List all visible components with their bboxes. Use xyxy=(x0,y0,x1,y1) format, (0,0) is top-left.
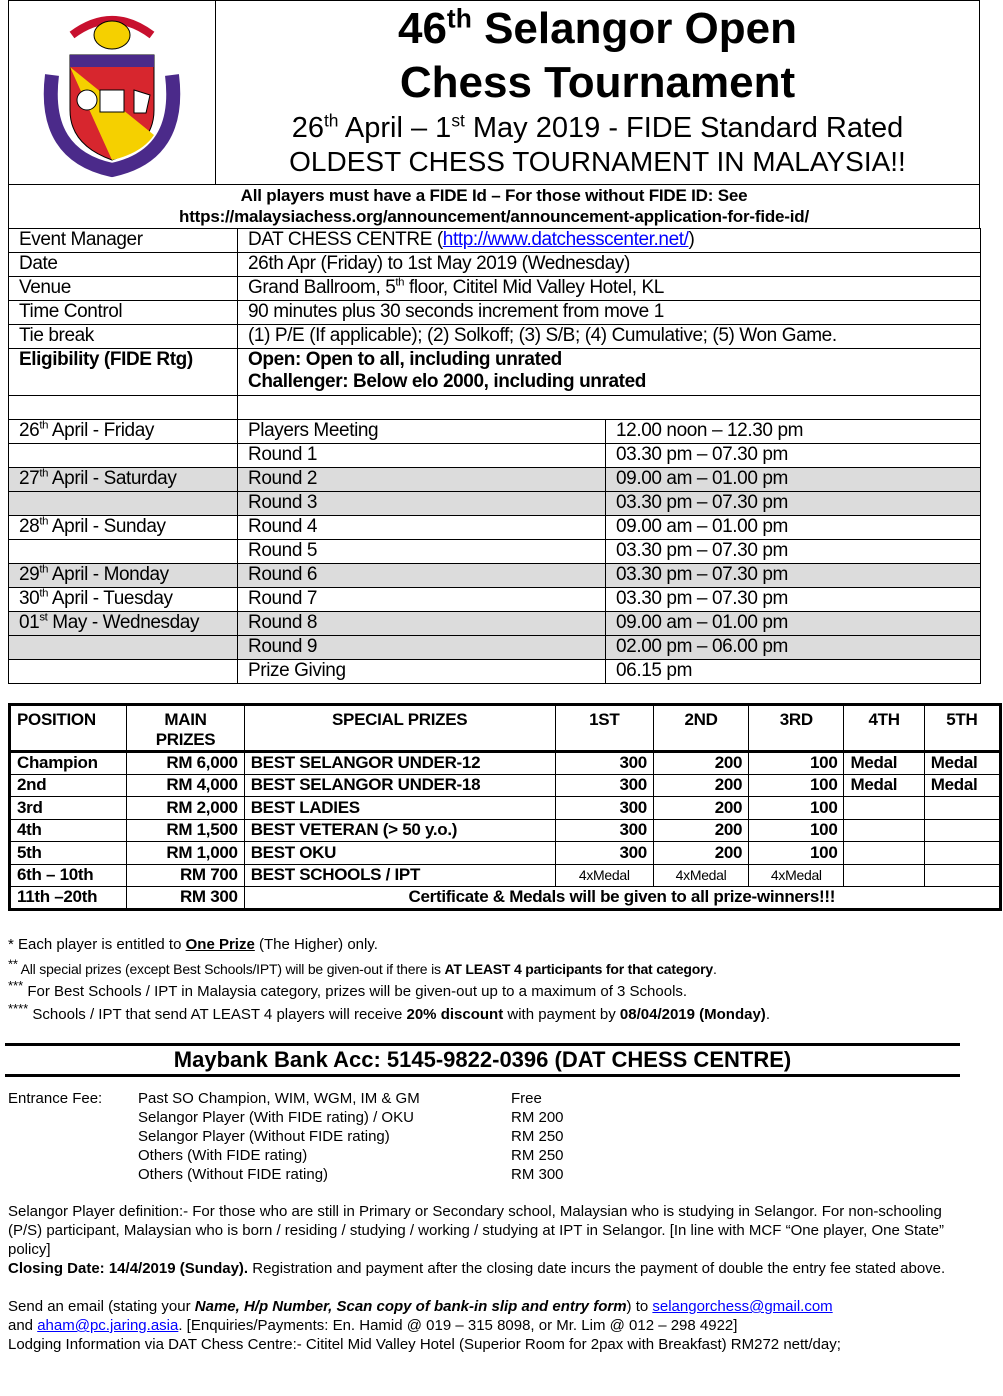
schedule-row xyxy=(9,636,981,660)
prize-cell: RM 1,000 xyxy=(127,842,244,865)
schedule-time: 09.00 am – 01.00 pm xyxy=(606,612,981,636)
prize-cell: RM 2,000 xyxy=(127,797,244,820)
value: DAT CHESS CENTRE (http://www.datchesscenter.net/) xyxy=(238,229,981,253)
footnote-1: * Each player is entitled to One Prize (The Higher) only. xyxy=(8,936,378,953)
column-header: 5TH xyxy=(924,705,1000,752)
footnote-3: *** For Best Schools / IPT in Malaysia category, prizes will be given-out up to a maximum of 3 Schools. xyxy=(8,978,688,1000)
prize-cell: 300 xyxy=(555,752,653,775)
schedule-event: Round 3 xyxy=(238,492,606,516)
bank-account: Maybank Bank Acc: 5145-9822-0396 (DAT CHESS CENTRE) xyxy=(5,1043,960,1077)
prize-cell: 200 xyxy=(653,774,748,797)
schedule-time: 03.30 pm – 07.30 pm xyxy=(606,588,981,612)
schedule-row xyxy=(9,492,981,516)
contact-info: Send an email (stating your Name, H/p Number, Scan copy of bank-in slip and entry form) to selangorchess@gmail.com and aham@pc.jaring.asia. [Enquiries/Payments: En. Hamid @ 019 – 315 8098, or Mr. Lim @ 012 – 298 4922] Lodging Information via DAT Chess Centre:- Cititel Mid Valley Hotel (Superior Room for 2pax with Breakfast) RM272 nett/day; xyxy=(8,1297,960,1354)
fee-row xyxy=(8,1165,564,1184)
schedule-day: 01st May - Wednesday xyxy=(9,612,238,636)
schedule-time: 03.30 pm – 07.30 pm xyxy=(606,492,981,516)
tagline: OLDEST CHESS TOURNAMENT IN MALAYSIA!! xyxy=(289,146,906,177)
schedule-time: 03.30 pm – 07.30 pm xyxy=(606,564,981,588)
footnote-4: **** Schools / IPT that send AT LEAST 4 players will receive 20% discount with payment by 08/04/2019 (Monday). xyxy=(8,1001,770,1023)
prize-cell xyxy=(924,842,1000,865)
entrance-fee-table xyxy=(8,1089,564,1184)
column-header: SPECIAL PRIZES xyxy=(244,705,555,752)
prize-cell: Medal xyxy=(924,774,1000,797)
schedule-day xyxy=(9,636,238,660)
schedule-time: 03.30 pm – 07.30 pm xyxy=(606,540,981,564)
prize-row xyxy=(10,774,1001,797)
date-line: 26th April – 1st May 2019 - FIDE Standard Rated xyxy=(291,110,904,144)
prize-cell: 300 xyxy=(555,819,653,842)
schedule-row xyxy=(9,540,981,564)
prize-cell: 5th xyxy=(10,842,127,865)
prize-cell xyxy=(844,842,924,865)
schedule-event: Prize Giving xyxy=(238,660,606,684)
prize-cell: BEST VETERAN (> 50 y.o.) xyxy=(244,819,555,842)
column-header: 2ND xyxy=(653,705,748,752)
prize-cell: 100 xyxy=(749,774,844,797)
title-line-1: 46th Selangor Open xyxy=(397,3,798,53)
prize-row xyxy=(10,797,1001,820)
schedule-day: 29th April - Monday xyxy=(9,564,238,588)
prize-cell: 4xMedal xyxy=(749,864,844,887)
schedule-row xyxy=(9,420,981,444)
event-info-table xyxy=(8,228,981,684)
fee-label xyxy=(8,1127,138,1146)
prize-cell: Medal xyxy=(844,752,924,775)
label: Time Control xyxy=(9,301,238,325)
value: Grand Ballroom, 5th floor, Cititel Mid Valley Hotel, KL xyxy=(238,277,981,301)
prize-cell: RM 700 xyxy=(127,864,244,887)
fee-category: Past SO Champion, WIM, WGM, IM & GM xyxy=(138,1090,420,1107)
schedule-row xyxy=(9,516,981,540)
prize-cell: 100 xyxy=(749,752,844,775)
fide-notice-url[interactable]: https://malaysiachess.org/announcement/announcement-application-for-fide-id/ xyxy=(179,207,809,226)
schedule-event: Round 1 xyxy=(238,444,606,468)
prize-cell: 3rd xyxy=(10,797,127,820)
fee-label xyxy=(8,1146,138,1165)
schedule-row xyxy=(9,660,981,684)
fee-label xyxy=(8,1108,138,1127)
email-link-2[interactable]: aham@pc.jaring.asia xyxy=(37,1317,179,1334)
lodging-info: Lodging Information via DAT Chess Centre:- Cititel Mid Valley Hotel (Superior Room for 2pax with Breakfast) RM272 nett/day; xyxy=(8,1336,841,1353)
value: (1) P/E (If applicable); (2) Solkoff; (3) S/B; (4) Cumulative; (5) Won Game. xyxy=(238,325,981,349)
prize-cell: 200 xyxy=(653,797,748,820)
schedule-row xyxy=(9,564,981,588)
prize-cell: RM 4,000 xyxy=(127,774,244,797)
value: 90 minutes plus 30 seconds increment from move 1 xyxy=(238,301,981,325)
prize-cell: 300 xyxy=(555,774,653,797)
prize-row xyxy=(10,864,1001,887)
fee-label xyxy=(8,1165,138,1184)
prize-cell: 4xMedal xyxy=(555,864,653,887)
header xyxy=(8,0,980,185)
prize-cell: 4th xyxy=(10,819,127,842)
prize-table xyxy=(8,703,1002,911)
schedule-day xyxy=(9,492,238,516)
label: Event Manager xyxy=(9,229,238,253)
prize-row xyxy=(10,752,1001,775)
fee-category: Selangor Player (With FIDE rating) / OKU xyxy=(138,1109,414,1126)
schedule-event: Round 5 xyxy=(238,540,606,564)
fee-amount: RM 200 xyxy=(511,1109,564,1126)
fee-amount: Free xyxy=(511,1090,542,1107)
prize-row xyxy=(10,819,1001,842)
prize-cell: 200 xyxy=(653,752,748,775)
prize-cell: Medal xyxy=(844,774,924,797)
prize-cell: RM 6,000 xyxy=(127,752,244,775)
prize-cell: 100 xyxy=(749,842,844,865)
prize-cell: 100 xyxy=(749,797,844,820)
chess-association-logo xyxy=(9,1,216,184)
prize-cell: RM 300 xyxy=(127,887,244,910)
schedule-time: 06.15 pm xyxy=(606,660,981,684)
schedule-time: 12.00 noon – 12.30 pm xyxy=(606,420,981,444)
lower-text xyxy=(8,1202,960,1354)
prize-cell: Medal xyxy=(924,752,1000,775)
prize-cell: BEST SELANGOR UNDER-18 xyxy=(244,774,555,797)
fee-amount: RM 250 xyxy=(511,1128,564,1145)
schedule-event: Round 4 xyxy=(238,516,606,540)
prize-cell: BEST SCHOOLS / IPT xyxy=(244,864,555,887)
schedule-row xyxy=(9,612,981,636)
column-header: POSITION xyxy=(10,705,127,752)
fee-row xyxy=(8,1146,564,1165)
prize-cell: 6th – 10th xyxy=(10,864,127,887)
prize-cell xyxy=(844,864,924,887)
prize-cell: 200 xyxy=(653,819,748,842)
label: Date xyxy=(9,253,238,277)
schedule-day xyxy=(9,540,238,564)
fee-row xyxy=(8,1089,564,1108)
label: Venue xyxy=(9,277,238,301)
column-header: 4TH xyxy=(844,705,924,752)
prize-cell: 200 xyxy=(653,842,748,865)
fee-category: Selangor Player (Without FIDE rating) xyxy=(138,1128,390,1145)
prize-cell: 300 xyxy=(555,797,653,820)
fee-category: Others (With FIDE rating) xyxy=(138,1147,308,1164)
prize-cell: 2nd xyxy=(10,774,127,797)
schedule-day: 27th April - Saturday xyxy=(9,468,238,492)
schedule-day xyxy=(9,444,238,468)
schedule-time: 09.00 am – 01.00 pm xyxy=(606,516,981,540)
fee-amount: RM 300 xyxy=(511,1166,564,1183)
schedule-time: 03.30 pm – 07.30 pm xyxy=(606,444,981,468)
title-line-2: Chess Tournament xyxy=(399,58,796,107)
certificate-note: Certificate & Medals will be given to all prize-winners!!! xyxy=(244,887,1000,910)
fee-row xyxy=(8,1127,564,1146)
label: Tie break xyxy=(9,325,238,349)
schedule-event: Round 9 xyxy=(238,636,606,660)
fee-amount: RM 250 xyxy=(511,1147,564,1164)
prize-cell: 4xMedal xyxy=(653,864,748,887)
schedule-event: Players Meeting xyxy=(238,420,606,444)
schedule-day: 28th April - Sunday xyxy=(9,516,238,540)
prize-cell xyxy=(924,819,1000,842)
definition: Selangor Player definition:- For those who are still in Primary or Secondary school, Malaysian who is studying in Selangor. For non-schooling (P/S) participant, Malaysian who is born / residing / studying / working / studying at IPT in Selangor. [In line with MCF “One player, One State” policy] Closing Date: 14/4/2019 (Sunday). Registration and payment after the closing date incurs the payment of double the entry fee stated above. xyxy=(8,1203,946,1277)
prize-cell xyxy=(844,797,924,820)
prize-cell xyxy=(924,797,1000,820)
schedule-time: 09.00 am – 01.00 pm xyxy=(606,468,981,492)
prize-row xyxy=(10,887,1001,910)
prize-cell: BEST LADIES xyxy=(244,797,555,820)
prize-cell: BEST OKU xyxy=(244,842,555,865)
column-header: 3RD xyxy=(749,705,844,752)
prize-cell: 300 xyxy=(555,842,653,865)
prize-cell: 11th –20th xyxy=(10,887,127,910)
value: Open: Open to all, including unrated Challenger: Below elo 2000, including unrated xyxy=(238,349,981,396)
website-link[interactable]: http://www.datchesscenter.net/ xyxy=(442,229,689,250)
prize-cell: BEST SELANGOR UNDER-12 xyxy=(244,752,555,775)
schedule-time: 02.00 pm – 06.00 pm xyxy=(606,636,981,660)
schedule-event: Round 7 xyxy=(238,588,606,612)
column-header: MAIN PRIZES xyxy=(127,705,244,752)
prize-cell: 100 xyxy=(749,819,844,842)
label: Eligibility (FIDE Rtg) xyxy=(9,349,238,396)
fide-notice-line: All players must have a FIDE Id – For those without FIDE ID: See xyxy=(240,186,748,205)
prize-cell: RM 1,500 xyxy=(127,819,244,842)
fide-notice xyxy=(8,184,980,229)
prize-row xyxy=(10,842,1001,865)
prize-cell: Champion xyxy=(10,752,127,775)
schedule-day: 26th April - Friday xyxy=(9,420,238,444)
footnote-2: ** All special prizes (except Best Schools/IPT) will be given-out if there is AT LEAST 4 participants for that category. xyxy=(8,956,717,977)
schedule-day: 30th April - Tuesday xyxy=(9,588,238,612)
schedule-row xyxy=(9,588,981,612)
fee-label: Entrance Fee: xyxy=(8,1090,103,1107)
schedule-day xyxy=(9,660,238,684)
email-link-1[interactable]: selangorchess@gmail.com xyxy=(652,1298,833,1315)
schedule-row xyxy=(9,444,981,468)
prize-cell xyxy=(844,819,924,842)
column-header: 1ST xyxy=(555,705,653,752)
schedule-row xyxy=(9,468,981,492)
value: 26th Apr (Friday) to 1st May 2019 (Wednesday) xyxy=(238,253,981,277)
schedule-event: Round 2 xyxy=(238,468,606,492)
prize-cell xyxy=(924,864,1000,887)
schedule-event: Round 6 xyxy=(238,564,606,588)
fee-row xyxy=(8,1108,564,1127)
schedule-event: Round 8 xyxy=(238,612,606,636)
fee-category: Others (Without FIDE rating) xyxy=(138,1166,329,1183)
